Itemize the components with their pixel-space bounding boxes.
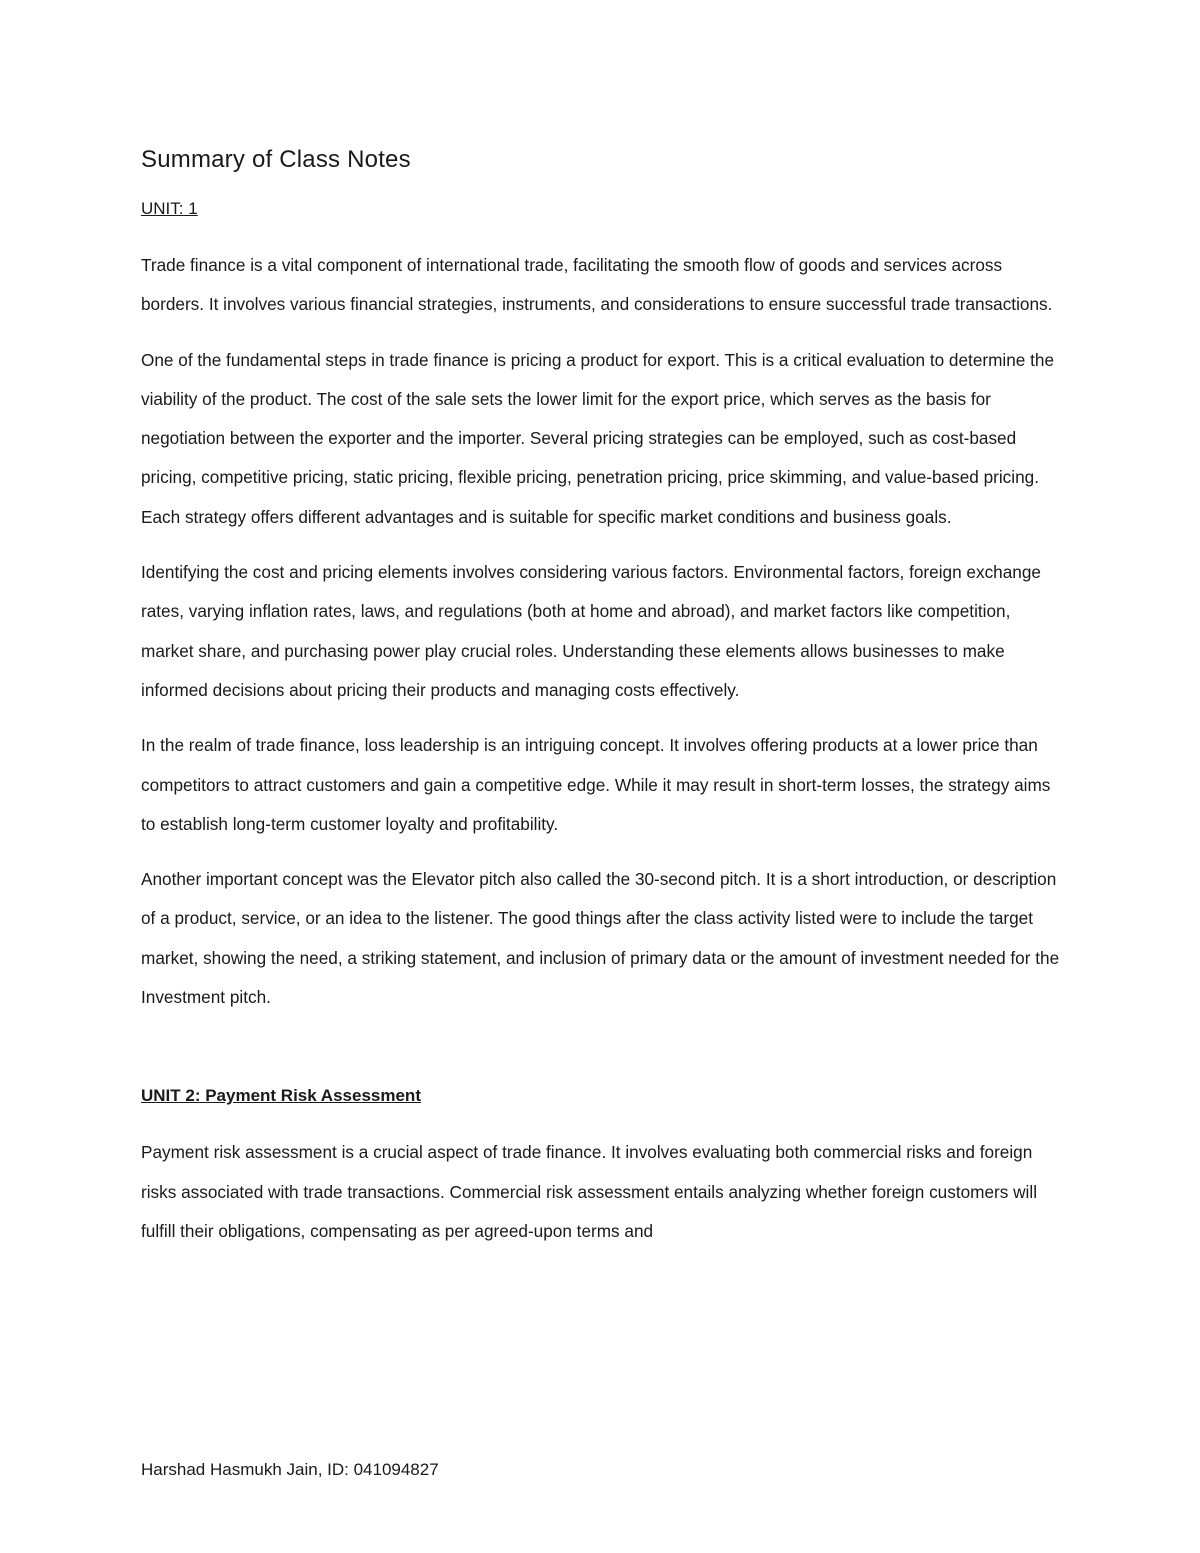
unit-1-paragraph: Identifying the cost and pricing elements involves considering various factors. Environmental factors, foreign exchange rates, varying inflation rates, laws, and regulations (both at home and abroad), and market factors like competition, market share, and purchasing power play crucial roles. Understanding these elements allows businesses to make informed decisions about pricing their products and managing costs effectively.: [141, 562, 1041, 700]
unit-1-paragraph: Another important concept was the Elevator pitch also called the 30-second pitch. It is a short introduction, or description of a product, service, or an idea to the listener. The good things after the class activity listed were to include the target market, showing the need, a striking statement, and inclusion of primary data or the amount of investment needed for the Investment pitch.: [141, 869, 1060, 1008]
unit-1-paragraph: In the realm of trade finance, loss leadership is an intriguing concept. It involves offering products at a lower price than competitors to attract customers and gain a competitive edge. While it may result in short-term losses, the strategy aims to establish long-term customer loyalty and profitability.: [141, 735, 1051, 834]
page-footer: Harshad Hasmukh Jain, ID: 041094827: [141, 1460, 439, 1479]
unit-2-heading: UNIT 2: Payment Risk Assessment: [141, 1086, 421, 1106]
unit-1-heading: UNIT: 1: [141, 199, 198, 218]
unit-2-paragraph: Payment risk assessment is a crucial aspect of trade finance. It involves evaluating both commercial risks and foreign risks associated with trade transactions. Commercial risk assessment entails analyzing whether foreign customers will fulfill their obligations, compensating as per agreed-upon terms and: [141, 1142, 1038, 1241]
section-spacer: [141, 1033, 1066, 1083]
document-title: Summary of Class Notes: [141, 146, 411, 173]
document-body: [141, 140, 1066, 1267]
unit-1-paragraph: One of the fundamental steps in trade finance is pricing a product for export. This is a critical evaluation to determine the viability of the product. The cost of the sale sets the lower limit for the export price, which serves as the basis for negotiation between the exporter and the importer. Several pricing strategies can be employed, such as cost-based pricing, competitive pricing, static pricing, flexible pricing, penetration pricing, price skimming, and value-based pricing. Each strategy offers different advantages and is suitable for specific market conditions and business goals.: [141, 349, 1055, 527]
unit-1-paragraph: Trade finance is a vital component of international trade, facilitating the smooth flow of goods and services across borders. It involves various financial strategies, instruments, and considerations to ensure successful trade transactions.: [141, 255, 1053, 315]
